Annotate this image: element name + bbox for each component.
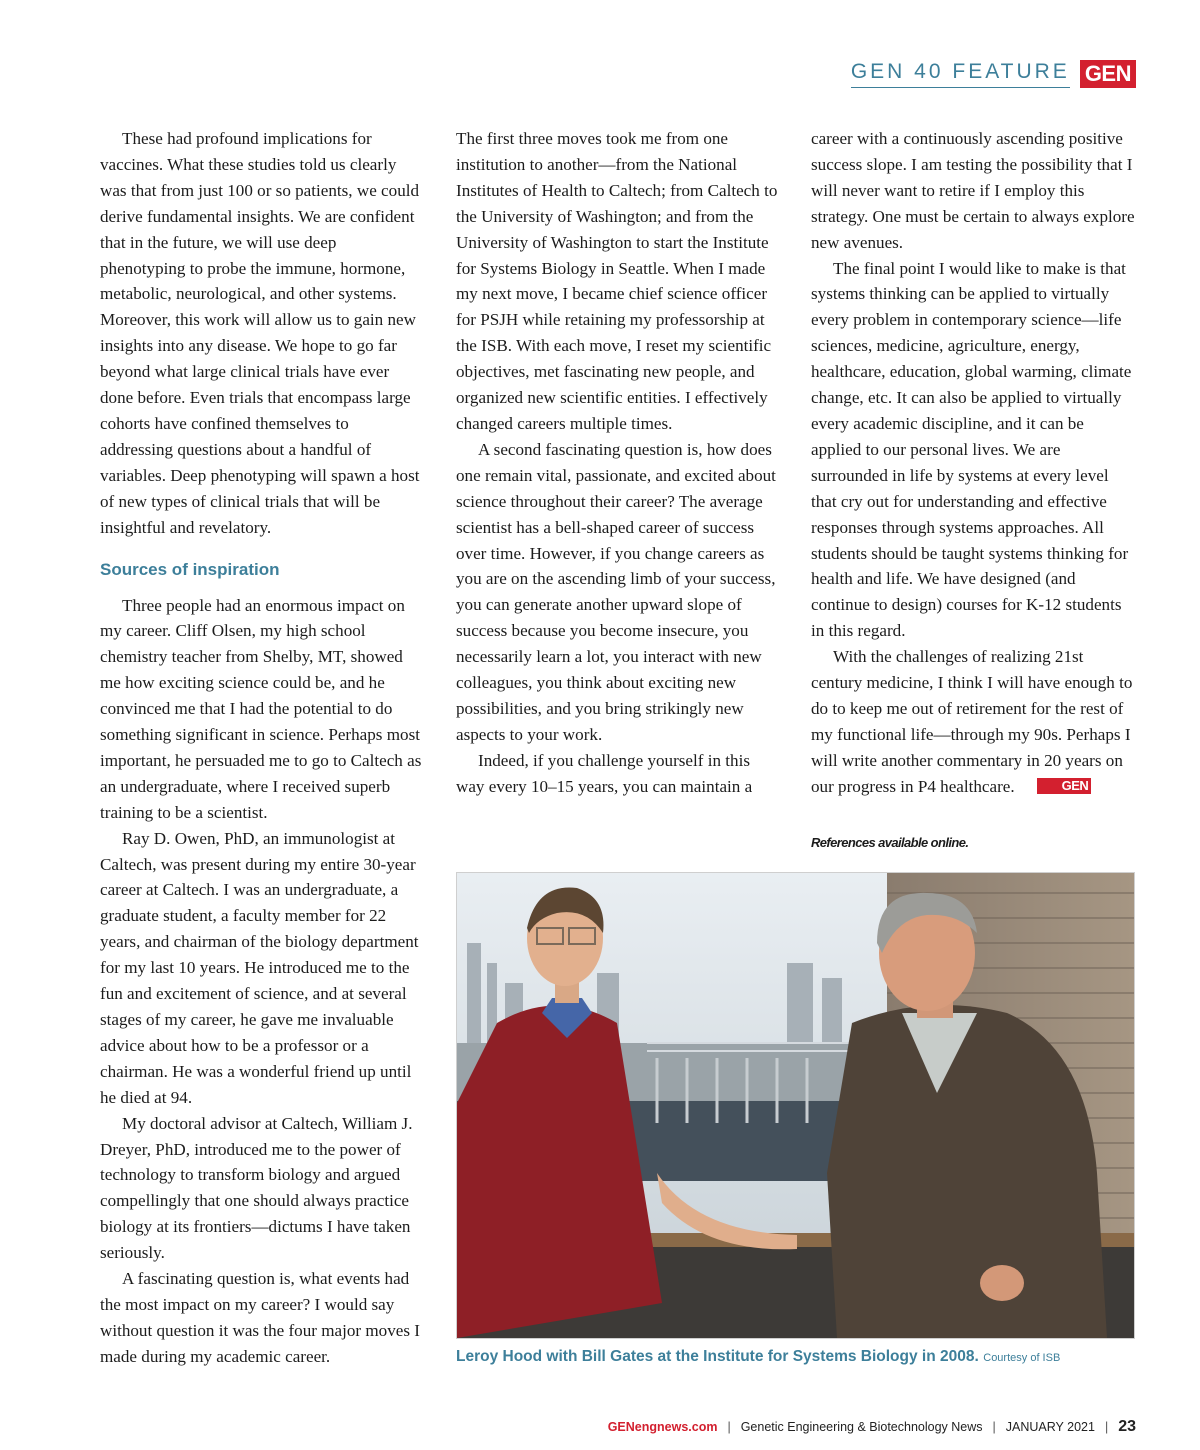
paragraph: A fascinating question is, what events had the most impact on my career? I would say without question it was the four major moves I made during my academic career. — [100, 1269, 420, 1366]
article-photo — [456, 872, 1135, 1339]
photo-illustration — [457, 873, 1134, 1338]
footer-publication: Genetic Engineering & Biotechnology News — [740, 1420, 983, 1434]
page-number: 23 — [1118, 1418, 1136, 1435]
article-column-3 — [811, 126, 1136, 855]
paragraph: A second fascinating question is, how does one remain vital, passionate, and excited about science throughout their career? The average scientist has a bell-shaped career of success over time. However, if you change careers as you are on the ascending limb of your success, you can generate another upward slope of success because you become insecure, you necessarily learn a lot, you interact with new colleagues, you think about exciting new possibilities, and you bring strikingly new aspects to your work. — [456, 439, 776, 744]
caption-text: Leroy Hood with Bill Gates at the Institute for Systems Biology in 2008. — [456, 1348, 979, 1365]
end-mark-logo: GEN — [1037, 778, 1092, 794]
paragraph-text: With the challenges of realizing 21st century medicine, I think I will have enough to do to keep me out of retirement for the rest of my functional life—through my 90s. Perhaps I will write another commentary in 20 years on our progress in P4 healthcare. — [811, 647, 1133, 796]
references-note: References available online. — [811, 834, 969, 850]
section-subheading: Sources of inspiration — [100, 559, 280, 579]
section-title: GEN 40 FEATURE — [851, 60, 1070, 88]
footer-divider: | — [727, 1420, 731, 1434]
footer-divider: | — [992, 1420, 996, 1434]
paragraph: The first three moves took me from one institution to another—from the National Institutes of Health to Caltech; from Caltech to the University of Washington; and from the University of Washington to start the Institute for Systems Biology in Seattle. When I made my next move, I became chief science officer for PSJH while retaining my professorship at the ISB. With each move, I reset my scientific objectives, met fascinating new people, and organized new scientific entities. I effectively changed careers multiple times. — [456, 129, 778, 433]
page-footer — [608, 1418, 1136, 1436]
gen-logo: GEN — [1080, 60, 1136, 88]
paragraph: These had profound implications for vaccines. What these studies told us clearly was that from just 100 or so patients, we could derive fundamental insights. We are confident that in the future, we will use deep phenotyping to probe the immune, hormone, metabolic, neurological, and other systems. Moreover, this work will allow us to gain new insights into any disease. We hope to go far beyond what large clinical trials have ever done before. Even trials that encompass large cohorts have confined themselves to addressing questions about a handful of variables. Deep phenotyping will spawn a host of new types of clinical trials that will be insightful and revelatory. — [100, 129, 420, 537]
paragraph — [811, 644, 1136, 799]
footer-site-link[interactable]: GENengnews.com — [607, 1420, 718, 1434]
footer-issue: JANUARY 2021 — [1005, 1420, 1095, 1434]
article-column-1 — [100, 126, 426, 1370]
article-column-2 — [456, 126, 782, 800]
photo-caption — [456, 1348, 1060, 1366]
footer-divider: | — [1104, 1420, 1109, 1434]
paragraph: Ray D. Owen, PhD, an immunologist at Caltech, was present during my entire 30-year career at Caltech. I was an undergraduate, a graduate student, a faculty member for 22 years, and chairman of the biology department for my last 10 years. He introduced me to the fun and excitement of science, and at several stages of my career, he gave me invaluable advice about how to be a professor or a chairman. He was a wonderful friend up until he died at 94. — [100, 828, 419, 1107]
page-header — [851, 60, 1136, 88]
paragraph: Indeed, if you challenge yourself in this way every 10–15 years, you can maintain a — [456, 750, 753, 796]
paragraph: career with a continuously ascending positive success slope. I am testing the possibility that I will never want to retire if I employ this strategy. One must be certain to always explore new avenues. — [811, 129, 1135, 252]
paragraph: My doctoral advisor at Caltech, William J. Dreyer, PhD, introduced me to the power of technology to transform biology and argued compellingly that one should always practice biology at its frontiers—dictums I have taken seriously. — [100, 1113, 413, 1263]
photo-credit: Courtesy of ISB — [983, 1352, 1061, 1364]
paragraph: The final point I would like to make is that systems thinking can be applied to virtually every problem in contemporary science—life sciences, medicine, agriculture, energy, healthcare, education, global warming, climate change, etc. It can also be applied to virtually every academic discipline, and it can be applied to our personal lives. We are surrounded in life by systems at every level that cry out for understanding and effective responses through systems approaches. All students should be taught systems thinking for health and life. We have designed (and continue to design) courses for K-12 students in this regard. — [811, 258, 1132, 641]
paragraph: Three people had an enormous impact on my career. Cliff Olsen, my high school chemistry teacher from Shelby, MT, showed me how exciting science could be, and he convinced me that I had the potential to do something significant in science. Perhaps most important, he persuaded me to go to Caltech as an undergraduate, where I received superb training to be a scientist. — [100, 595, 422, 822]
